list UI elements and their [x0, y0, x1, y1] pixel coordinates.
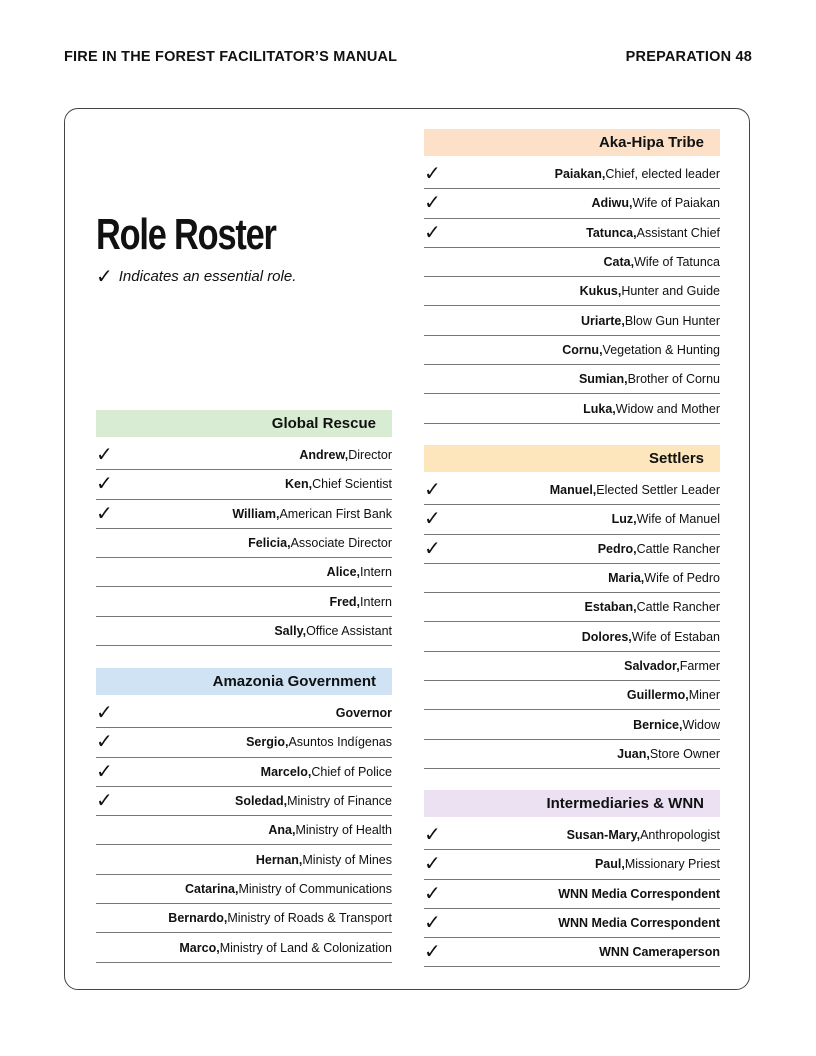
check-icon: ✓ — [424, 882, 441, 905]
role-name: William, — [232, 506, 280, 521]
role-name: Guillermo, — [626, 688, 689, 703]
role-description: American First Bank — [279, 506, 392, 521]
role-description: Wife of Paiakan — [632, 196, 720, 211]
role-name: Pedro, — [597, 541, 637, 556]
role-name: Juan, — [617, 746, 650, 761]
role-name: Sally, — [274, 623, 307, 638]
role-description: Widow — [682, 717, 720, 732]
role-description: Ministry of Health — [295, 823, 392, 838]
role-row — [424, 938, 720, 967]
role-row — [424, 593, 720, 622]
role-name: Paul, — [594, 857, 625, 872]
role-row — [424, 160, 720, 189]
role-description: Missionary Priest — [624, 857, 720, 872]
role-row — [96, 758, 392, 787]
role-row — [424, 821, 720, 850]
role-description: Chief of Police — [311, 764, 392, 779]
role-description: Cattle Rancher — [636, 600, 720, 615]
page-title: Role Roster — [96, 210, 276, 259]
role-description: Cattle Rancher — [636, 541, 720, 556]
section-amazonia-government — [96, 668, 392, 963]
role-row — [96, 787, 392, 816]
role-description: Hunter and Guide — [621, 284, 720, 299]
role-name: Tatunca, — [586, 225, 637, 240]
role-list — [424, 160, 720, 424]
check-icon: ✓ — [96, 760, 113, 783]
role-name: Alice, — [326, 565, 361, 580]
role-name: WNN Media Correspondent — [558, 886, 720, 901]
role-row — [96, 587, 392, 616]
role-row — [96, 816, 392, 845]
role-row — [424, 710, 720, 739]
role-row — [96, 933, 392, 962]
role-name: Catarina, — [184, 881, 239, 896]
role-description: Wife of Tatunca — [634, 255, 720, 270]
role-name: Paiakan, — [554, 167, 606, 182]
check-icon: ✓ — [96, 702, 113, 724]
role-row — [424, 681, 720, 710]
role-description: Chief Scientist — [312, 477, 392, 492]
check-icon: ✓ — [424, 508, 441, 531]
role-row — [424, 219, 720, 248]
role-description: Wife of Manuel — [636, 512, 720, 527]
role-description: Intern — [360, 594, 392, 609]
check-icon: ✓ — [424, 479, 441, 501]
check-icon: ✓ — [424, 537, 441, 560]
role-description: Ministry of Communications — [238, 881, 392, 896]
role-row — [96, 558, 392, 587]
section-settlers — [424, 445, 720, 769]
check-icon: ✓ — [96, 473, 113, 496]
role-name: Soledad, — [235, 794, 288, 809]
role-row — [96, 845, 392, 874]
role-list — [424, 476, 720, 769]
role-row — [424, 306, 720, 335]
role-name: Ana, — [268, 823, 296, 838]
role-list — [96, 699, 392, 963]
role-row — [96, 904, 392, 933]
role-description: Widow and Mother — [615, 401, 720, 416]
role-row — [424, 880, 720, 909]
role-description: Vegetation & Hunting — [602, 342, 720, 357]
role-description: Associate Director — [290, 536, 392, 551]
role-description: Wife of Pedro — [644, 571, 720, 586]
role-description: Miner — [688, 688, 720, 703]
role-name: Governor — [335, 706, 392, 721]
role-description: Anthropologist — [640, 828, 720, 843]
role-description: Ministry of Land & Colonization — [219, 940, 392, 955]
role-description: Chief, elected leader — [605, 167, 720, 182]
role-name: Sergio, — [246, 735, 289, 750]
role-description: Office Assistant — [306, 623, 392, 638]
role-row — [96, 500, 392, 529]
role-name: Marco, — [179, 940, 220, 955]
role-name: Cornu, — [562, 342, 603, 357]
role-name: Marcelo, — [260, 764, 312, 779]
check-icon: ✓ — [96, 444, 113, 466]
role-name: Cata, — [603, 255, 635, 270]
role-name: Salvador, — [624, 658, 680, 673]
role-row — [424, 622, 720, 651]
manual-title: FIRE IN THE FOREST FACILITATOR’S MANUAL — [64, 49, 398, 65]
role-name: Felicia, — [248, 536, 291, 551]
role-description: Brother of Cornu — [627, 372, 720, 387]
role-row — [424, 740, 720, 769]
role-row — [424, 336, 720, 365]
role-name: Manuel, — [549, 483, 597, 498]
role-name: Sumian, — [578, 372, 628, 387]
check-icon: ✓ — [96, 266, 113, 288]
section-title: Amazonia Government — [96, 668, 392, 695]
role-description: Farmer — [679, 658, 720, 673]
section-intermediaries — [424, 790, 720, 967]
role-row — [96, 875, 392, 904]
check-icon: ✓ — [424, 192, 441, 215]
role-name: Andrew, — [299, 448, 349, 463]
section-title: Intermediaries & WNN — [424, 790, 720, 817]
check-icon: ✓ — [424, 941, 441, 964]
role-name: Susan-Mary, — [566, 828, 641, 843]
role-description: Wife of Estaban — [631, 629, 720, 644]
role-name: Adiwu, — [591, 196, 633, 211]
role-row — [96, 441, 392, 470]
role-name: Estaban, — [584, 600, 637, 615]
role-description: Blow Gun Hunter — [624, 313, 720, 328]
role-description: Intern — [360, 565, 392, 580]
role-name: WNN Cameraperson — [599, 945, 720, 960]
check-icon: ✓ — [424, 911, 441, 934]
section-title: Settlers — [424, 445, 720, 472]
role-name: Dolores, — [581, 629, 632, 644]
role-row — [424, 248, 720, 277]
role-name: Hernan, — [255, 852, 303, 867]
legend-text: Indicates an essential role. — [118, 268, 297, 285]
role-name: Ken, — [285, 477, 313, 492]
role-name: Luz, — [611, 512, 637, 527]
role-row — [424, 505, 720, 534]
role-row — [424, 909, 720, 938]
role-description: Store Owner — [649, 746, 720, 761]
check-icon: ✓ — [96, 502, 113, 525]
check-icon: ✓ — [424, 824, 441, 846]
role-list — [96, 441, 392, 646]
role-row — [424, 652, 720, 681]
role-row — [96, 728, 392, 757]
page-label: PREPARATION 48 — [625, 49, 752, 65]
role-description: Ministy of Mines — [302, 852, 392, 867]
check-icon: ✓ — [424, 853, 441, 876]
role-description: Assistant Chief — [636, 225, 720, 240]
role-name: Uriarte, — [581, 313, 625, 328]
check-icon: ✓ — [96, 789, 113, 812]
role-name: Kukus, — [579, 284, 622, 299]
role-list — [424, 821, 720, 967]
role-name: Luka, — [583, 401, 616, 416]
role-row — [424, 850, 720, 879]
role-name: Bernardo, — [168, 911, 228, 926]
section-aka-hipa — [424, 129, 720, 424]
role-row — [424, 365, 720, 394]
section-global-rescue — [96, 410, 392, 646]
role-row — [424, 476, 720, 505]
legend — [96, 264, 296, 289]
section-title: Aka-Hipa Tribe — [424, 129, 720, 156]
check-icon: ✓ — [424, 221, 441, 244]
role-description: Director — [348, 448, 392, 463]
check-icon: ✓ — [424, 163, 441, 185]
role-name: Fred, — [329, 594, 361, 609]
section-title: Global Rescue — [96, 410, 392, 437]
role-row — [424, 394, 720, 423]
role-description: Asuntos Indígenas — [288, 735, 392, 750]
role-name: Maria, — [608, 571, 645, 586]
role-row — [96, 699, 392, 728]
role-description: Ministry of Roads & Transport — [227, 911, 392, 926]
role-row — [424, 535, 720, 564]
role-name: Bernice, — [633, 717, 683, 732]
check-icon: ✓ — [96, 731, 113, 754]
role-row — [96, 529, 392, 558]
role-row — [96, 617, 392, 646]
role-row — [96, 470, 392, 499]
role-name: WNN Media Correspondent — [558, 916, 720, 931]
role-row — [424, 564, 720, 593]
role-row — [424, 277, 720, 306]
role-row — [424, 189, 720, 218]
role-description: Elected Settler Leader — [596, 483, 720, 498]
role-description: Ministry of Finance — [287, 794, 392, 809]
